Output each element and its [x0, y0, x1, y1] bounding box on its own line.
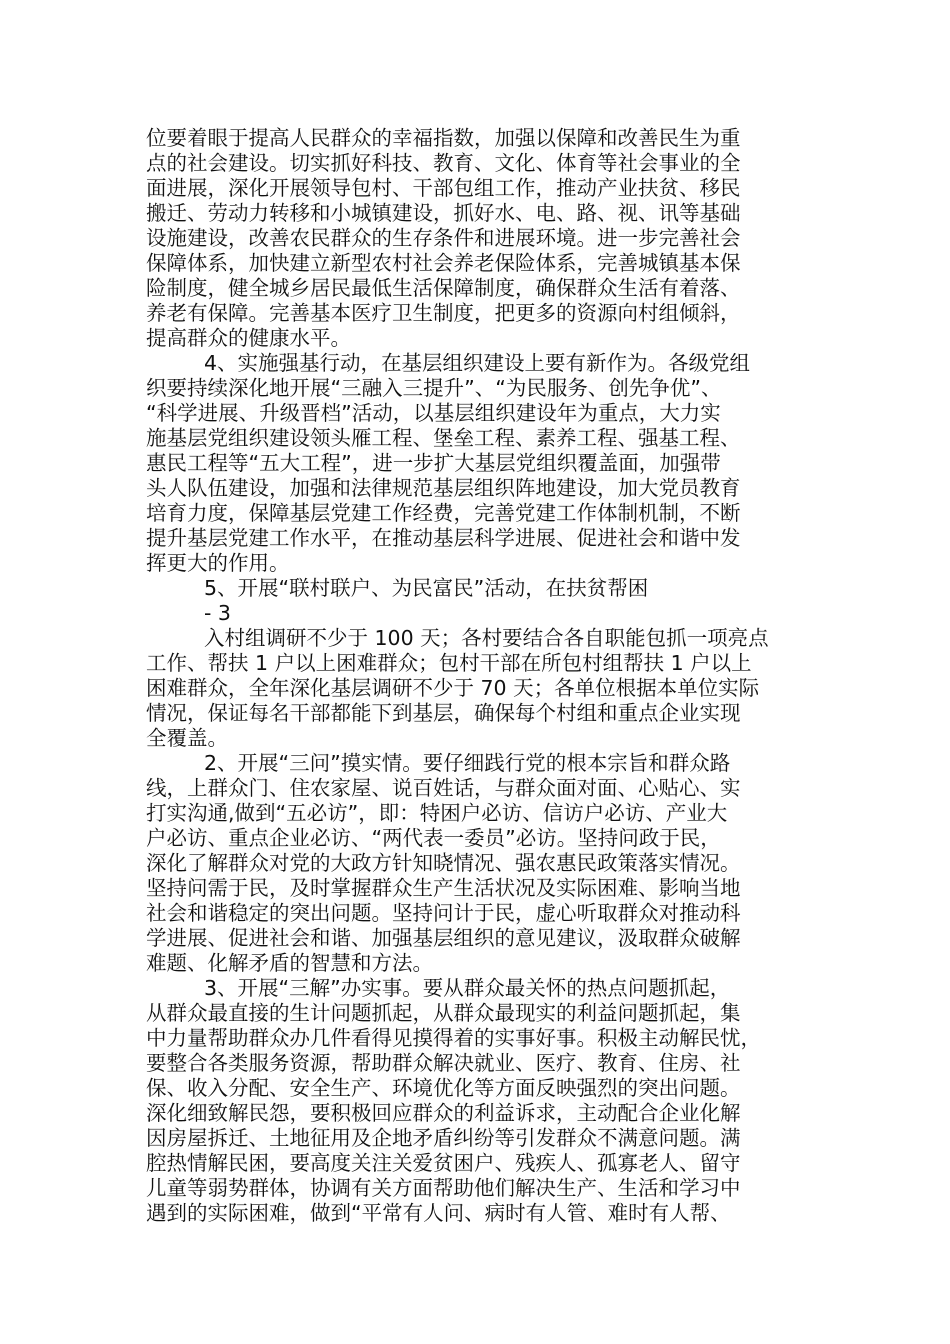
text-line: 全覆盖。	[146, 726, 228, 750]
text-line: 工作、帮扶 1 户以上困难群众；包村干部在所包村组帮扶 1 户以上	[146, 651, 752, 675]
text-line: 5、开展“联村联户、为民富民”活动，在扶贫帮困	[204, 576, 649, 600]
text-line: 坚持问需于民，及时掌握群众生产生活状况及实际困难、影响当地	[146, 876, 741, 900]
text-line: 挥更大的作用。	[146, 551, 290, 575]
text-line: 保、收入分配、安全生产、环境优化等方面反映强烈的突出问题。	[146, 1076, 741, 1100]
text-line: 打实沟通,做到“五必访”，即：特困户必访、信访户必访、产业大	[146, 801, 728, 825]
text-line: 深化了解群众对党的大政方针知晓情况、强农惠民政策落实情况。	[146, 851, 741, 875]
text-line: 提高群众的健康水平。	[146, 326, 351, 350]
text-line: 从群众最直接的生计问题抓起，从群众最现实的利益问题抓起，集	[146, 1001, 741, 1025]
text-line: 困难群众，全年深化基层调研不少于 70 天；各单位根据本单位实际	[146, 676, 760, 700]
text-line: 面进展，深化开展领导包村、干部包组工作，推动产业扶贫、移民	[146, 176, 741, 200]
text-line: 施基层党组织建设领头雁工程、堡垒工程、素养工程、强基工程、	[146, 426, 741, 450]
text-line: “科学进展、升级晋档”活动，以基层组织建设年为重点，大力实	[146, 401, 721, 425]
text-line: 养老有保障。完善基本医疗卫生制度，把更多的资源向村组倾斜，	[146, 301, 741, 325]
text-line: 线，上群众门、住农家屋、说百姓话，与群众面对面、心贴心、实	[146, 776, 741, 800]
text-line: 儿童等弱势群体，协调有关方面帮助他们解决生产、生活和学习中	[146, 1176, 741, 1200]
text-line: 险制度，健全城乡居民最低生活保障制度，确保群众生活有着落、	[146, 276, 741, 300]
text-line: 深化细致解民怨，要积极回应群众的利益诉求，主动配合企业化解	[146, 1101, 741, 1125]
text-line: 学进展、促进社会和谐、加强基层组织的意见建议，汲取群众破解	[146, 926, 741, 950]
text-line: 社会和谐稳定的突出问题。坚持问计于民，虚心听取群众对推动科	[146, 901, 741, 925]
text-line: 搬迁、劳动力转移和小城镇建设，抓好水、电、路、视、讯等基础	[146, 201, 741, 225]
text-line: 难题、化解矛盾的智慧和方法。	[146, 951, 433, 975]
text-line: 情况，保证每名干部都能下到基层，确保每个村组和重点企业实现	[146, 701, 741, 725]
text-line: 遇到的实际困难，做到“平常有人问、病时有人管、难时有人帮、	[146, 1201, 731, 1225]
text-line: 培育力度，保障基层党建工作经费，完善党建工作体制机制，不断	[146, 501, 741, 525]
text-line: 位要着眼于提高人民群众的幸福指数，加强以保障和改善民生为重	[146, 126, 741, 150]
text-line: 腔热情解民困，要高度关注关爱贫困户、残疾人、孤寡老人、留守	[146, 1151, 741, 1175]
text-line: 点的社会建设。切实抓好科技、教育、文化、体育等社会事业的全	[146, 151, 741, 175]
text-line: 户必访、重点企业必访、“两代表一委员”必访。坚持问政于民，	[146, 826, 721, 850]
text-line: 3、开展“三解”办实事。要从群众最关怀的热点问题抓起，	[204, 976, 731, 1000]
text-line: 2、开展“三问”摸实情。要仔细践行党的根本宗旨和群众路	[204, 751, 731, 775]
text-line: 头人队伍建设，加强和法律规范基层组织阵地建设，加大党员教育	[146, 476, 741, 500]
text-line: 入村组调研不少于 100 天；各村要结合各自职能包抓一项亮点	[204, 626, 769, 650]
text-line: 要整合各类服务资源，帮助群众解决就业、医疗、教育、住房、社	[146, 1051, 741, 1075]
text-line: 中力量帮助群众办几件看得见摸得着的实事好事。积极主动解民忧，	[146, 1026, 761, 1050]
text-line: 4、实施强基行动，在基层组织建设上要有新作为。各级党组	[204, 351, 751, 375]
text-line: 保障体系，加快建立新型农村社会养老保险体系，完善城镇基本保	[146, 251, 741, 275]
text-line: 提升基层党建工作水平，在推动基层科学进展、促进社会和谐中发	[146, 526, 741, 550]
text-line: 因房屋拆迁、土地征用及企地矛盾纠纷等引发群众不满意问题。满	[146, 1126, 741, 1150]
text-line: 设施建设，改善农民群众的生存条件和进展环境。进一步完善社会	[146, 226, 741, 250]
text-line: 惠民工程等“五大工程”，进一步扩大基层党组织覆盖面，加强带	[146, 451, 721, 475]
text-line: 织要持续深化地开展“三融入三提升”、“为民服务、创先争优”、	[146, 376, 722, 400]
document-page	[146, 126, 816, 1226]
page-number: - 3	[204, 601, 231, 625]
